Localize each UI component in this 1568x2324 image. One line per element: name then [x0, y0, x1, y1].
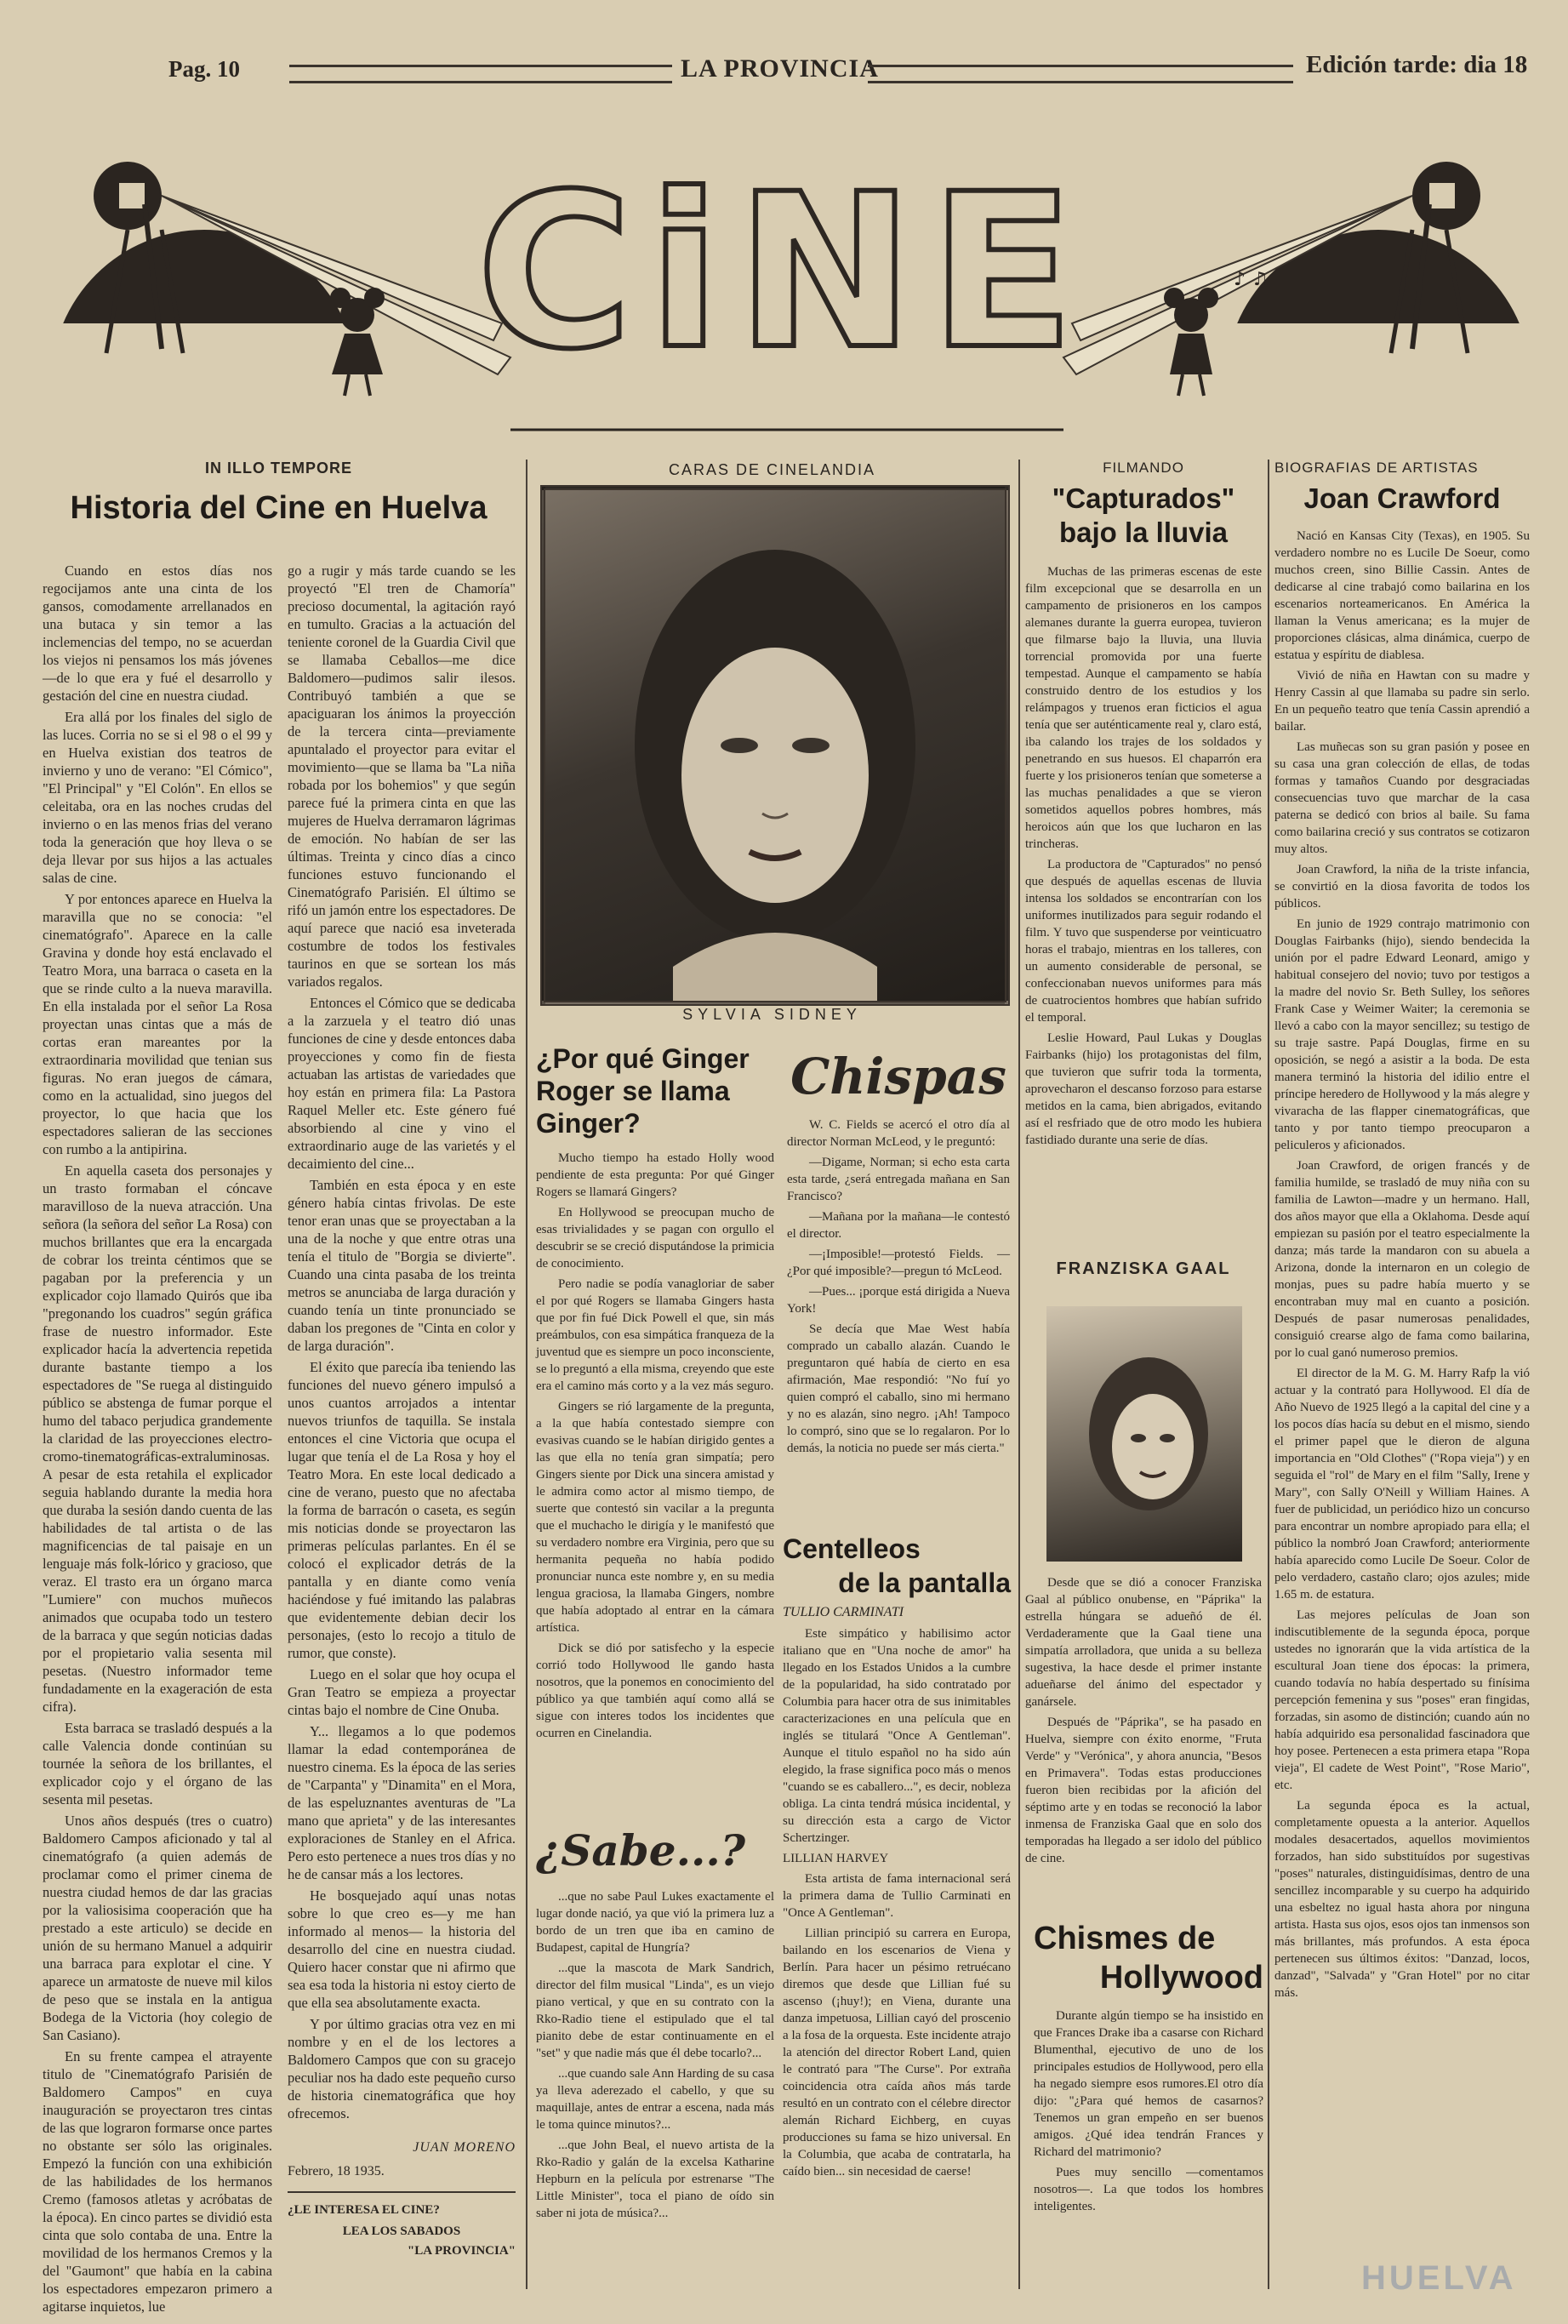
sabe-article	[536, 1825, 774, 2314]
crawford-article	[1274, 460, 1530, 2281]
chismes-paragraph: Durante algún tiempo se ha insistido en que Frances Drake iba a casarse con Richard Blumenthal, ejecutivo de uno de los principales estudios de Hollywood, pero ella ha negado siempre esos rumores.El otro día dijo: "¿Para qué hemos de casarnos? Tenemos un gran empeño en ser buenos amigos. ¿Qué idea tendrán Frances y Richard del matrimonio?	[1034, 2009, 1263, 2159]
history-paragraph: Cuando en estos días nos regocijamos ante una cinta de los gansos, comodamente arrellanados en una butaca y sin temor a las inclemencias del tempo, no se acuerdan los viejos ni pensamos los más jóvenes—de lo que era y fué el desarrollo y gestación del cine en nuestra ciudad.	[43, 562, 272, 704]
page-number: Pag. 10	[168, 56, 240, 82]
column-rule-2	[1018, 460, 1020, 2289]
archive-watermark: HUELVA	[1361, 2259, 1517, 2297]
centelleos-headline-1: Centelleos	[783, 1533, 921, 1564]
ginger-paragraph: Gingers se rió largamente de la pregunta, a la que había contestado siempre con evasivas cuando se le habían dirigido gentes a las que ella no tenía gran simpatía; pero Gingers siente por Dick una sincera amistad y le admira como actor al mismo tiempo, de suerte que contestó sin vacilar a la pregunta que el muchacho le dirigía y le manifestó que su verdadero nombre era Virginia, pero que su hermanita pequeña no había podido pronunciar nunca este nombre y, en su media lengua graciosa, la llamaba Gingers, nombre que había adoptado al entrar en la cámara artística.	[536, 1400, 774, 1635]
sabe-paragraph: ...que John Beal, el nuevo artista de la Rko-Radio y galán de la excelsa Katharine Hepburn en la película por estrenarse "The Little Minister", toca el piano de oído sin saber ni jota de música?...	[536, 2138, 774, 2220]
ginger-paragraph: Mucho tiempo ha estado Holly wood pendiente de esta pregunta: Por qué Ginger Rogers se llamará Gingers?	[536, 1151, 774, 1199]
sabe-paragraph: ...que la mascota de Mark Sandrich, director del film musical "Linda", es un viejo piano vertical, y que en su contrato con la Rko-Radio tiene el estipulado que el tal pianito debe de estar continuamente en el "set" y que nadie más que él debe tocarlo?...	[536, 1961, 774, 2060]
chispas-paragraph: W. C. Fields se acercó el otro día al director Norman McLeod, y le preguntó:	[787, 1118, 1010, 1149]
centelleos-paragraph: Lillian principió su carrera en Europa, bailando en los escenarios de Viena y Berlín. Para hacer un pésimo retruécano diremos que desde que Lillian fué su ascenso (¡huy!); en Viena, durante una danza impetuosa, Lillian cayó del proscenio a la fosa de la orquesta. Este incidente atrajo la atención del director Robert Land, quien le contrató para "The Curse". Por extraña coincidencia otra caída años más tarde resultó en un contrato con el célebre director alemán Richard Eichberg, en cuyas producciones su fama se hizo universal. En la Columbia, que acaba de contratarla, ha caído bien... sin necesidad de caerse!	[783, 1927, 1011, 2178]
banner-title: CiNE	[476, 148, 1091, 396]
history-paragraph: Unos años después (tres o cuatro) Baldomero Campos aficionado y tal al cinematógrafo (a quien además de proclamar como el primer cinema de nuestra ciudad hemos de dar las gracias por la valiosisima cooperación que ha prestado a este articulo) se decide en unión de su hermano Manuel a adquirir una barraca para explotar el cine. Y aparece un armatoste de nueve mil kilos de peso que se instala en la antigua Bodega de la Victoria (hoy colegio de San Casiano).	[43, 1813, 272, 2043]
history-paragraph: Y por entonces aparece en Huelva la maravilla que no se conocia: "el cinematógrafo". Aparece en la calle Gravina y donde hoy está enclavado el Teatro Mora, una barraca o caseta en la que se rinde culto a la nueva maravilla. En ella instalada por el señor La Rosa proyectan unas cintas que a más de cortas eran mareantes por la extraordinaria movilidad que tenian sus figuras. No eran juegos de cámara, como en la actualidad, sino juegos del proyector, lo que hacia que los espectadores salieran de las secciones con rumbo a la antipirina.	[43, 891, 272, 1157]
capturados-headline-1: "Capturados"	[1052, 483, 1235, 514]
history-paragraph: También en esta época y en este género había cintas frivolas. De este tenor eran unas que se proyectaban a la una de la noche y que entre otras una tenía el titulo de "Borgia se divierte". Cuando una cinta pasaba de los treinta metros se anunciaba de larga duración y cuando tenía un tinte pronunciado se daban los pregones de "Cinta en color y de larga duración".	[288, 1177, 516, 1354]
chispas-paragraph: —Mañana por la mañana—le contestó el director.	[787, 1210, 1010, 1241]
centelleos-subhead: LILLIAN HARVEY	[783, 1852, 889, 1865]
chispas-body	[787, 1116, 1010, 1516]
crawford-paragraph: Vivió de niña en Hawtan con su madre y Henry Cassin al que llamaba su padre sin serlo. En un pequeño teatro que tenía Cassin aprendió a bailar.	[1274, 669, 1530, 734]
history-column-a	[43, 562, 272, 2315]
history-paragraph: En aquella caseta dos personajes y un trasto formaban el cóncave maravilloso de la nueva atracción. Una señora (la señora del señor La Rosa) con muchos brillantes que era la encargada de cobrar los treinta céntimos que se pagaban por la preferencia y un explicador cojo llamado Quirós que iba "pregonando los cuadros" según gráfica frase de nuestro informador. Este explicador hacía la advertencia repetida durante bastante tiempo a los espectadores de "Se ruega al distinguido público se abstenga de fumar porque el humo del tabaco perjudica grandemente la claridad de las proyecciones electro-cromo-tinematográficas-extraluminosas. A pesar de esta retahila el explicador seguia hablando durante la media hora que duraba la sesión dando cuenta de las habilidades de tal artista o de las magnificencias de tal paisaje en un lenguaje más folk-lórico y gracioso, que veraz. El trasto era un órgano marca "Lumiere" con muchos muñecos animados que ocupaba todo un testero de la barraca y que según noticias dadas por el propietario valia sesenta mil pesetas. (Nuestro informador teme fundadamente en la exageración de esta cifra).	[43, 1162, 272, 1715]
capturados-article	[1025, 460, 1262, 1261]
centelleos-paragraph: Esta artista de fama internacional será la primera dama de Tullio Carminati en "Once A Gentleman".	[783, 1872, 1011, 1920]
history-paragraph: El éxito que parecía iba teniendo las funciones del nuevo género impulsó a unos cuantos arrojados a intentar nuevos triunfos de taquilla. Se instala entonces el cine Victoria que ocupa el lugar que tenía el de La Rosa y hoy el Teatro Mora. En este local dedicado a cine de verano, puesto que no afectaba la forma de barracón o caseta, es según mis noticias donde se proyectaron las primeras películas parlantes. En él se colocó el explicador detrás de la pantalla y en diante como venía haciéndose y fué imitando las palabras que evidentemente debian decir los personajes, (esto lo recojo a titulo de rumor, que conste).	[288, 1359, 516, 1661]
crawford-paragraph: El director de la M. G. M. Harry Rafp la vió actuar y la contrató para Hollywood. El día de Año Nuevo de 1925 llegó a la capital del cine y a los pocos días hacía su debut en el mismo, siendo el primer papel que le dieron de alguna importancia en "Old Clothes" ("Ropa vieja") y en seguida el "rol" de Mary en el film "Sally, Irene y Mary", con Sally O'Neill y William Haines. A fuer de publicidad, un periódico hizo un concurso para encontrar un nombre apropiado para ella; el público la nombró Joan Crawford; anteriormente había aparecido como Lucile De Soeur. Color de pelo verdadero, castaño claro; ojos azules; mide 1.65 m. de estatura.	[1274, 1367, 1530, 1602]
chispas-paragraph: —Digame, Norman; si echo esta carta esta tarde, ¿será entregada mañana en San Francisco?	[787, 1156, 1010, 1203]
column-rule-3	[1268, 460, 1269, 2289]
chismes-headline-1: Chismes de	[1034, 1921, 1216, 1956]
history-paragraph: Luego en el solar que hoy ocupa el Gran Teatro se empieza a proyectar cintas bajo el nombre de Cine Onuba.	[288, 1666, 516, 1718]
photo-caption: SYLVIA SIDNEY	[682, 1006, 862, 1023]
history-paragraph: Y por último gracias otra vez en mi nombre y en el de los lectores a Baldomero Campos que con su gracejo peculiar nos ha dado este pequeño curso de historia cinematográfica que hoy ofrecemos.	[288, 2016, 516, 2121]
article-date: Febrero, 18 1935.	[288, 2164, 385, 2178]
crawford-kicker: BIOGRAFIAS DE ARTISTAS	[1274, 460, 1479, 476]
history-paragraph: go a rugir y más tarde cuando se les proyectó "El tren de Chamoría" precioso documental, la agitación rayó en tumulto. Gracias a la actuación del teniente coronel de la Guardia Civil que se llamaba Ceballos—me dice Baldomero—pudimos salir ilesos. Contribuyó también a que se apaciguaran los ánimos la proyección de la tercera cinta—previamente apuntalado el proyector para evitar el movimiento—que se llama ba "La niña robada por los bohemios" y que según parece fué la primera cinta en que las mujeres de Huelva derramaron lágrimas de emoción. No habían de ser las últimas. Treinta y cinco días a cinco funciones estuvo funcionando el Cinematógrafo Parisién. El último se rifó un jamón entre los espectadores. De aquí parece que nació esa inveterada costumbre de todos los festivales taurinos en que se sortean los más variados regalos.	[288, 562, 516, 990]
chispas-paragraph: —¡Imposible!—protestó Fields. —¿Por qué imposible?—pregun tó McLeod.	[787, 1248, 1010, 1278]
sabe-paragraph: ...que cuando sale Ann Harding de su casa ya lleva aderezado el cabello, y que su maquillaje, antes de entrar a escena, nada más le toma quince minutos?...	[536, 2067, 774, 2132]
crawford-body	[1274, 528, 1530, 2281]
crawford-paragraph: Nació en Kansas City (Texas), en 1905. Su verdadero nombre no es Lucile De Soeur, como muchos creen, sino Billie Cassin. Antes de dedicarse al cine trabajó como bailarina en los escenarios norteamericanos. En América la llaman la Venus americana; es la mujer de proporciones clásicas, alma dinámica, cuerpo de estatua y espíritu de diablesa.	[1274, 529, 1530, 662]
crawford-headline: Joan Crawford	[1303, 483, 1501, 514]
newspaper-name: LA PROVINCIA	[681, 54, 879, 83]
chismes-body	[1034, 2007, 1263, 2288]
history-paragraph: Y... llegamos a lo que podemos llamar la edad contemporánea de nuestro cinema. Es la época de las series de "Carpanta" y "Dinamita" en el Mora, de las espeluznantes aventuras de "La mano que aprieta" y de las interesantes exploraciones de Stanley en el Africa. Pero esto pertenece a nues tros días y no he de cansar más a los lectores.	[288, 1723, 516, 1882]
ginger-headline: ¿Por qué Ginger Roger se llama Ginger?	[536, 1043, 750, 1139]
gaal-paragraph: Desde que se dió a conocer Franziska Gaal al público onubense, en "Páprika" la estrella húngara se adueñó de él. Verdaderamente que la Gaal tiene una simpatía arrolladora, que unida a su belleza sugestiva, la hace desde el primer instante adueñarse del ánimo del espectador y ganársele.	[1025, 1576, 1262, 1709]
chispas-paragraph: Se decía que Mae West había comprado un caballo alazán. Cuando le preguntaron qué había de cierto en esa afirmación, Mae respondió: "No fuí yo quien compró el caballo, sino mi hermano y no es alazán, sino negro. ¡Ah! Tampoco lo compró, sino que se lo regalaron. Por lo demás, la noticia no puede ser más cierta."	[787, 1322, 1010, 1455]
centelleos-article	[783, 1532, 1011, 2289]
sabe-paragraph: ...que no sabe Paul Lukes exactamente el lugar donde nació, ya que vió la primera luz a bordo de un tren que iba en camino de Budapest, capital de Hungría?	[536, 1890, 774, 1955]
crawford-paragraph: Joan Crawford, de origen francés y de familia humilde, se trasladó de muy niña con su familia de Lawton—madre y un hermano. Hall, dos años mayor que ella a Oklahoma. Desde aquí empiezan su pasión por el teatro especialmente la danza; más tarde la mandaron con su abuela a Arizona, donde la internaron en un colegio de monjas, pues su padre había muerto y se encontraban muy mal en cuanto a posición. Después de pasar numerosas penalidades, consiguió crearse algo de fama como bailarina, por lo cual ganó numeroso premios.	[1274, 1159, 1530, 1360]
sylvia-sidney-photo	[540, 485, 1010, 1006]
column-rule-1	[526, 460, 527, 2289]
franziska-gaal-photo	[1046, 1306, 1242, 1562]
capturados-headline-2: bajo la lluvia	[1058, 517, 1229, 548]
history-paragraph: He bosquejado aquí unas notas sobre lo que creo es—y me han informado al menos— la historia del desarrollo del cine en nuestra ciudad. Quiero hacer constar que ni afirmo que sea esa toda la historia ni estoy cierto de que ella sea absolutamente exacta.	[288, 1887, 516, 2011]
crawford-paragraph: Las mejores películas de Joan son indiscutiblemente de la segunda época, porque ustedes no ignorarán que la vida artística de la escultural Joan tiene dos épocas: la primera, cuando todavía no había despertado su finísima percepción femenina y sus "poses" eran fingidas, forzadas, sin asomo de distinción; cuando aún no había adquirido esa personalidad fascinadora que hoy posee. Pertenecen a esta primera etapa "Ropa vieja", El cadete de West Point", "Rose Mario", etc.	[1274, 1608, 1530, 1792]
crawford-paragraph: Joan Crawford, la niña de la triste infancia, se convirtió en la diosa favorita de todos los públicos.	[1274, 863, 1530, 911]
header-rule-right	[868, 65, 1293, 83]
chismes-paragraph: Pues muy sencillo —comentamos nosotros—. La que todos los hombres inteligentes.	[1034, 2166, 1263, 2213]
centelleos-headline-2: de la pantalla	[838, 1567, 1011, 1598]
history-column-b	[288, 562, 516, 2136]
history-paragraph: Era allá por los finales del siglo de las luces. Corria no se si el 98 o el 99 y en Huelva existian dos teatros de invierno y uno de verano: "El Cómico", "El Principal" y "El Colón". En ellos se celeitaba, ora en las noches crudas del invierno o en las menos frias del verano toda la generación que hoy lleva o se deja llevar por sus hijos a las actuales salas de cine.	[43, 709, 272, 886]
cine-banner	[34, 102, 1540, 438]
gaal-body	[1025, 1574, 1262, 1915]
ginger-paragraph: Pero nadie se podía vanagloriar de saber el por qué Rogers se llamaba Gingers hasta que por fin fué Dick Powell el que, sin más preámbulos, con esa simpática franqueza de la juventud que es siempre un poco inconsciente, se lo preguntó a ella misma, creyendo que este era el camino más corto y a la vez más seguro.	[536, 1277, 774, 1393]
promo-line-2: LEA LOS SABADOS	[342, 2224, 461, 2238]
capturados-kicker: FILMANDO	[1103, 460, 1184, 476]
capturados-body	[1025, 563, 1262, 1261]
sabe-headline: ¿Sabe...?	[536, 1825, 746, 1876]
centelleos-paragraph: Este simpático y habilisimo actor italiano que en "Una noche de amor" ha llegado en los Estados Unidos a la cumbre de la popularidad, ha sido contratado por Columbia para hacer otra de sus inimitables caracterizaciones en una película que en inglés se titulará "Once A Gentleman". Aunque el titulo español no ha sido aún elegido, la frase significa poco más o menos "cuando se es caballero...", es decir, nobleza obliga. La cinta tendrá música incidental, y su dirección esta a cargo de Victor Schertzinger.	[783, 1627, 1011, 1845]
chispas-paragraph: —Pues... ¡porque está dirigida a Nueva York!	[787, 1285, 1010, 1316]
capturados-paragraph: La productora de "Capturados" no pensó que después de aquellas escenas de lluvia intensa los soldados se encontrarían con los uniformes inutilizados para seguir rodando el film. Y tuvo que suspenderse por veinticuatro horas el trabajo, mientras en los talleres, con un aumento considerable de personal, se confeccionaban nuevos uniformes para más de cuatrocientos hombres que habían sufrido el temporal.	[1025, 858, 1262, 1025]
svg-text:♪ ♫: ♪ ♫	[1234, 269, 1269, 290]
chispas-headline: Chispas	[790, 1048, 1006, 1105]
promo-line-3: "LA PROVINCIA"	[407, 2244, 516, 2258]
crawford-paragraph: La segunda época es la actual, completamente opuesta a la anterior. Aquellos modales desacertados, aquellos movimientos forzados, han sido substituídos por sugestivas "poses" naturales, distinguidísimas, dentro de una sencillez incomparable y su cuerpo ha adquirido una esbeltez no igual hasta ahora por ninguna artista. Hasta sus ojos, esos ojos tan inmensos son más brillantes, más profundos. A esta época pertenecen sus últimos éxitos: "Danzad, locos, danzad", "Salvada" y "Gran Hotel" por no citar más.	[1274, 1799, 1530, 2000]
chismes-article	[1034, 1919, 1263, 2288]
history-kicker: IN ILLO TEMPORE	[204, 460, 352, 477]
chismes-headline-2: Hollywood	[1099, 1960, 1263, 1996]
header-rule-left	[289, 65, 672, 83]
crawford-paragraph: Las muñecas son su gran pasión y posee en su casa una gran colección de ellas, de todas formas y tamaños Cuando por desgraciadas consecuencias tuvo que marchar de la casa paterna se dedicó con brios al baile. Su fama como bailarina creció y sus contratos se cotizaron muy altos.	[1274, 740, 1530, 856]
chispas-article	[787, 1047, 1010, 1516]
history-paragraph: Esta barraca se trasladó después a la calle Valencia donde continúan su tournée la señora de los brillantes, el explicador cojo y el órgano de las sesenta mil pesetas.	[43, 1720, 272, 1807]
history-paragraph: En su frente campea el atrayente titulo de "Cinematógrafo Parisién de Baldomero Campos" en cuya inauguración se proyectaron tres cintas de las que lograron formarse once partes no obstante ser sólo las originales. Empezó la función con una exhibición de las habilidades de los hermanos Cremo (famosos atletas y acróbatas de la época). En cinco partes se dividió esta cinta que solo contaba de una. Entre la movilidad de los hermanos Cremos y la del "Gaumont" que había en la cabina los espectadores empezaron primero a agitarse inquietos, lue	[43, 2048, 272, 2315]
centelleos-byline: TULLIO CARMINATI	[783, 1605, 904, 1619]
promo-line-1: ¿LE INTERESA EL CINE?	[288, 2191, 516, 2218]
sabe-body	[536, 1888, 774, 2314]
history-paragraph: Entonces el Cómico que se dedicaba a la zarzuela y el teatro dió unas funciones de cine y desde entonces daba proyecciones y como fin de fiesta actuaban las artistas de variedades que hoy están en primera fila: La Pastora Raquel Meller etc. Este género fué absorbiendo al cine y vino el extraordinario auge de las varietés y el decaimiento del cine...	[288, 995, 516, 1172]
centelleos-body	[783, 1625, 1011, 2289]
capturados-paragraph: Leslie Howard, Paul Lukas y Douglas Fairbanks (hijo) los protagonistas del film, que tuvieron que sufrir toda la tormenta, aprovecharon el descanso forzoso para estarse metidos en la cama, bien abrigados, evitando así el resfriado que de otro modo les hubiera fastidiado durante una serie de días.	[1025, 1031, 1262, 1147]
ginger-paragraph: Dick se dió por satisfecho y la especie corrió todo Hollywood lle gando hasta nosotros, que la ponemos en conocimiento del público ya que también aquí como allá se sigue con interes todos los incidentes que ocurren en Cinelandia.	[536, 1642, 774, 1740]
author-signature: JUAN MORENO	[413, 2140, 516, 2155]
portrait-image	[545, 490, 1005, 1001]
capturados-paragraph: Muchas de las primeras escenas de este film excepcional que se desarrolla en un campamento de prisioneros en los campos alemanes durante la guerra europea, tuvieron que filmarse bajo la lluvia, una lluvia torrencial promovida por una fuerte tempestad. Aunque el campamento se había construido dentro de los estudios y los relámpagos y truenos eran ficticios el agua tenía que ser auténticamente real y, claro está, iba calando los trajes de los soldados y penetrando en sus huesos. El chaparrón era fuerte y los prisioneros tenían que someterse a las muchas penalidades a que se vieron sometidos aquellos pobres hombres, más heroicos aún que los que lucharon en las trincheras.	[1025, 565, 1262, 851]
history-article	[43, 460, 515, 539]
history-footer	[288, 2140, 516, 2258]
ginger-article	[536, 1042, 774, 1745]
gaal-paragraph: Después de "Páprika", se ha pasado en Huelva, siempre con éxito enorme, "Fruta Verde" y "Verónica", y ahora anuncia, "Besos en Primavera". Todas estas producciones fueron bien recibidas por la afición del séptimo arte y en todas se reconoció la labor inmensa de Franziska Gaal que en solo dos temporadas ha llegado a ser idolo del público de cine.	[1025, 1716, 1262, 1865]
edition-label: Edición tarde: dia 18	[1306, 51, 1528, 78]
ginger-paragraph: En Hollywood se preocupan mucho de esas trivialidades y se pagan con orgullo el descubrir se se creció disputándose la primicia de conocimiento.	[536, 1206, 774, 1270]
gaal-caption: FRANZISKA GAAL	[1056, 1259, 1231, 1278]
history-headline: Historia del Cine en Huelva	[70, 490, 488, 526]
ginger-body	[536, 1150, 774, 1745]
crawford-paragraph: En junio de 1929 contrajo matrimonio con Douglas Fairbanks (hijo), siendo bendecida la unión por el padre Edward Leonard, amigo y habitual consejero del novio; tuvo por testigos a la madre del novio Sr. Beth Sulley, los señores Frank Case y Weimer Waiter; la ceremonia se llevó a cabo con la mayor sencillez; su testigo de su traje sastre. Papá Douglas, firme en su oposición, se negó a asistir a la boda. De esta manera terminó la historia del idilio entre el príncipe heredero de Hollywood y la más alegre y vivaracha de las flapper cinematográficas, que tanto y por tanto tiempo preocuparon a peliculeros y aficionados.	[1274, 917, 1530, 1152]
cinelandia-kicker: CARAS DE CINELANDIA	[668, 461, 876, 478]
gaal-portrait	[1046, 1306, 1242, 1562]
